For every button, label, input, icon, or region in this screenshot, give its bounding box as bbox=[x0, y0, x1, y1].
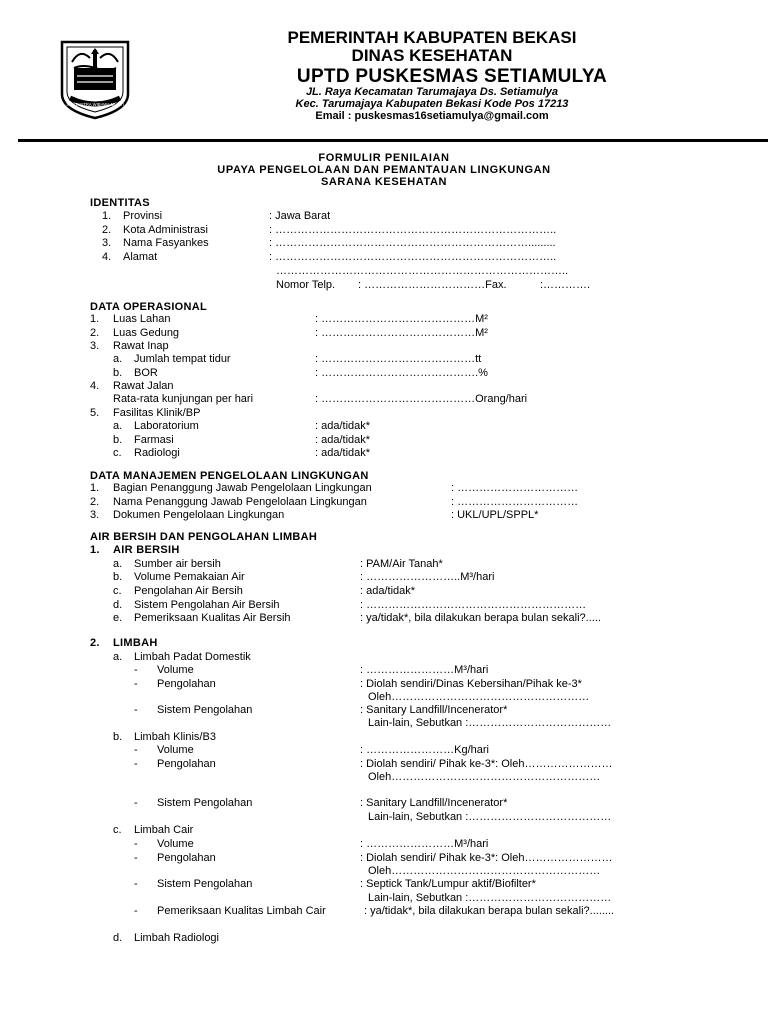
form-row-padat-pengolahan: - Pengolahan : Diolah sendiri/Dinas Kebersihan/Pihak ke-3* bbox=[134, 678, 582, 690]
form-row-jumlah-tempat-tidur: a. Jumlah tempat tidur : ……………………………………tt bbox=[113, 353, 482, 365]
subsection-heading-limbah: 2. LIMBAH bbox=[90, 637, 158, 649]
section-heading-air-bersih-limbah: AIR BERSIH DAN PENGOLAHAN LIMBAH bbox=[90, 531, 318, 543]
form-row-rata-rata-kunjungan: Rata-rata kunjungan per hari : ……………………………………Orang/hari bbox=[113, 393, 528, 405]
form-row-laboratorium: a. Laboratorium : ada/tidak* bbox=[113, 420, 371, 432]
form-row-bor: b. BOR : …………………………………….% bbox=[113, 367, 488, 379]
form-row-luas-gedung: 2. Luas Gedung : ……………………………………M² bbox=[90, 327, 488, 339]
form-row-alamat: 4. Alamat : ………………………………………………………………….. bbox=[102, 251, 557, 263]
form-row-klinis-pengolahan-oleh: Oleh………………………………………………… bbox=[368, 771, 601, 783]
letterhead-government: PEMERINTAH KABUPATEN BEKASI bbox=[287, 28, 577, 47]
form-row-nama-fasyankes: 3. Nama Fasyankes : ……………………………………………………………......... bbox=[102, 237, 556, 249]
letterhead-divider bbox=[18, 139, 768, 142]
form-row-limbah-padat-domestik: a. Limbah Padat Domestik bbox=[113, 651, 251, 663]
form-row-cair-lain-lain: Lain-lain, Sebutkan :………………………………… bbox=[368, 892, 612, 904]
form-row-radiologi: c. Radiologi : ada/tidak* bbox=[113, 447, 371, 459]
form-row-padat-lain-lain: Lain-lain, Sebutkan :………………………………… bbox=[368, 717, 612, 729]
form-row-sumber-air-bersih: a. Sumber air bersih : PAM/Air Tanah* bbox=[113, 558, 443, 570]
form-title-line-2: UPAYA PENGELOLAAN DAN PEMANTAUAN LINGKUNGAN bbox=[217, 164, 551, 176]
section-heading-data-manajemen: DATA MANAJEMEN PENGELOLAAN LINGKUNGAN bbox=[90, 470, 369, 482]
form-row-provinsi: 1. Provinsi : Jawa Barat bbox=[102, 210, 331, 222]
svg-text:SWATANTRA WIBAWA MUKTI: SWATANTRA WIBAWA MUKTI bbox=[66, 102, 124, 107]
form-row-fasilitas-klinik: 5. Fasilitas Klinik/BP bbox=[90, 407, 201, 419]
subsection-heading-air-bersih: 1. AIR BERSIH bbox=[90, 544, 180, 556]
form-row-rawat-inap: 3. Rawat Inap bbox=[90, 340, 169, 352]
form-row-pengolahan-air-bersih: c. Pengolahan Air Bersih : ada/tidak* bbox=[113, 585, 416, 597]
form-row-limbah-klinis: b. Limbah Klinis/B3 bbox=[113, 731, 216, 743]
form-row-cair-pengolahan-oleh: Oleh………………………………………………… bbox=[368, 865, 601, 877]
letterhead-address-line-1: JL. Raya Kecamatan Tarumajaya Ds. Setiamulya bbox=[305, 86, 559, 98]
form-row-cair-volume: - Volume : ……………………M³/hari bbox=[134, 838, 489, 850]
letterhead-address-line-2: Kec. Tarumajaya Kabupaten Bekasi Kode Pos 17213 bbox=[295, 98, 569, 110]
section-heading-identitas: IDENTITAS bbox=[90, 197, 150, 209]
form-row-klinis-lain-lain: Lain-lain, Sebutkan :………………………………… bbox=[368, 811, 612, 823]
form-row-limbah-cair: c. Limbah Cair bbox=[113, 824, 194, 836]
form-row-padat-sistem-pengolahan: - Sistem Pengolahan : Sanitary Landfill/Incenerator* bbox=[134, 704, 508, 716]
form-row-nama-penanggung-jawab: 2. Nama Penanggung Jawab Pengelolaan Lingkungan : …………………………… bbox=[90, 496, 579, 508]
form-row-farmasi: b. Farmasi : ada/tidak* bbox=[113, 434, 371, 446]
letterhead-unit: UPTD PUSKESMAS SETIAMULYA bbox=[296, 66, 608, 87]
form-row-klinis-volume: - Volume : ……………………Kg/hari bbox=[134, 744, 489, 756]
form-row-sistem-pengolahan-air-bersih: d. Sistem Pengolahan Air Bersih : …………………………………………………… bbox=[113, 599, 587, 611]
form-row-bagian-penanggung-jawab: 1. Bagian Penanggung Jawab Pengelolaan Lingkungan : …………………………… bbox=[90, 482, 579, 494]
form-title-line-1: FORMULIR PENILAIAN bbox=[318, 152, 450, 164]
form-row-cair-pemeriksaan-kualitas: - Pemeriksaan Kualitas Limbah Cair : ya/tidak*, bila dilakukan berapa bulan sekali?........ bbox=[134, 905, 615, 917]
form-row-alamat-continued: …………………………………………………………………….. bbox=[276, 265, 569, 277]
section-heading-data-operasional: DATA OPERASIONAL bbox=[90, 301, 208, 313]
form-row-kota-administrasi: 2. Kota Administrasi : ………………………………………………………………….. bbox=[102, 224, 557, 236]
letterhead-department: DINAS KESEHATAN bbox=[351, 46, 513, 65]
form-row-pemeriksaan-kualitas-air: e. Pemeriksaan Kualitas Air Bersih : ya/tidak*, bila dilakukan berapa bulan sekali?..... bbox=[113, 612, 601, 624]
form-row-volume-pemakaian-air: b. Volume Pemakaian Air : ……………………..M³/hari bbox=[113, 571, 495, 583]
form-row-padat-pengolahan-oleh: Oleh……………………………………………… bbox=[368, 691, 590, 703]
letterhead-email: Email : puskesmas16setiamulya@gmail.com bbox=[315, 110, 549, 122]
form-row-dokumen-pengelolaan: 3. Dokumen Pengelolaan Lingkungan : UKL/UPL/SPPL* bbox=[90, 509, 539, 521]
form-row-luas-lahan: 1. Luas Lahan : ……………………………………M² bbox=[90, 313, 488, 325]
form-row-cair-sistem-pengolahan: - Sistem Pengolahan : Septick Tank/Lumpur aktif/Biofilter* bbox=[134, 878, 536, 890]
form-row-padat-volume: - Volume : ……………………M³/hari bbox=[134, 664, 489, 676]
form-row-klinis-pengolahan: - Pengolahan : Diolah sendiri/ Pihak ke-3*: Oleh…………………… bbox=[134, 758, 613, 770]
form-row-cair-pengolahan: - Pengolahan : Diolah sendiri/ Pihak ke-3*: Oleh…………………… bbox=[134, 852, 613, 864]
form-title-line-3: SARANA KESEHATAN bbox=[320, 176, 448, 188]
form-row-rawat-jalan: 4. Rawat Jalan bbox=[90, 380, 174, 392]
form-row-telp-fax: Nomor Telp. : ……………………………Fax. :…………. bbox=[276, 279, 591, 291]
form-row-klinis-sistem-pengolahan: - Sistem Pengolahan : Sanitary Landfill/Incenerator* bbox=[134, 797, 508, 809]
form-row-limbah-radiologi: d. Limbah Radiologi bbox=[113, 932, 219, 944]
